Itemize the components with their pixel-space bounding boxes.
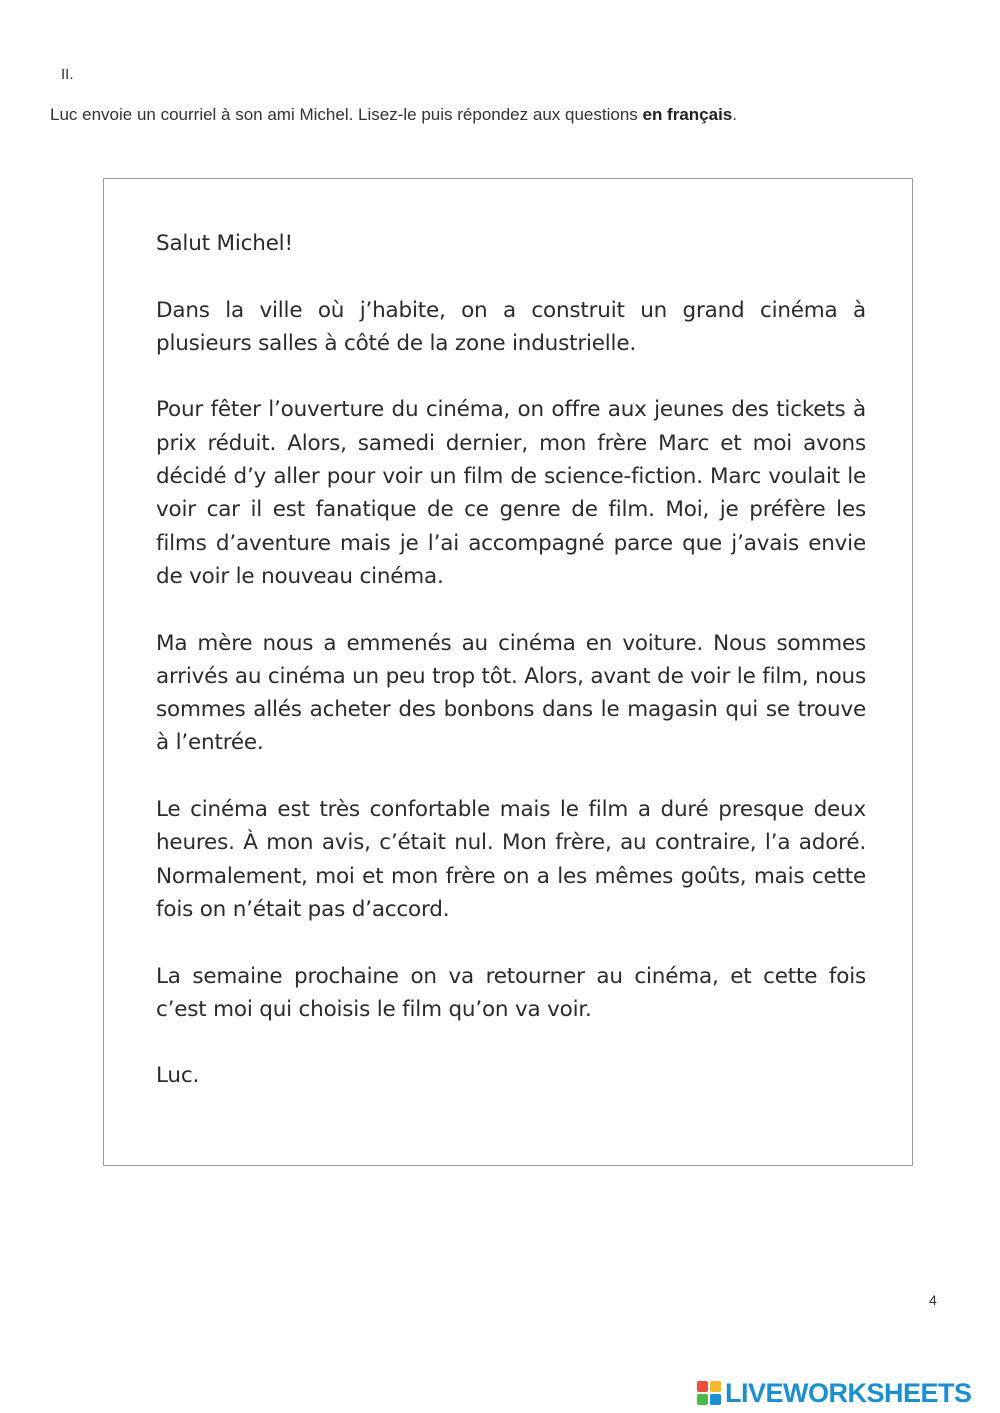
letter-paragraph-1: Dans la ville où j’habite, on a construit un grand cinéma à plusieurs salles à côté de la zone industrielle. xyxy=(156,297,866,356)
logo-grid-icon xyxy=(697,1381,721,1405)
logo-text: LIVEWORKSHEETS xyxy=(725,1378,972,1408)
logo-square-blue xyxy=(710,1394,721,1405)
page-number: 4 xyxy=(929,1292,937,1308)
instructions xyxy=(50,105,737,125)
letter-box xyxy=(103,178,913,1166)
letter-paragraph-5: La semaine prochaine on va retourner au cinéma, et cette fois c’est moi qui choisis le film qu’on va voir. xyxy=(156,963,866,1022)
instructions-end: . xyxy=(732,105,737,124)
letter-paragraph-2: Pour fêter l’ouverture du cinéma, on offre aux jeunes des tickets à prix réduit. Alors, samedi dernier, mon frère Marc et moi avons décidé d’y aller pour voir un film de science-fiction. Marc voulait le voir car il est fanatique de ce genre de film. Moi, je préfère les films d’aventure mais je l’ai accompagné parce que j’avais envie de voir le nouveau cinéma. xyxy=(156,397,866,589)
letter-body xyxy=(156,227,866,1126)
instructions-bold: en français xyxy=(642,105,733,124)
logo-square-yellow xyxy=(710,1381,721,1392)
section-number: II. xyxy=(61,66,74,83)
liveworksheets-logo[interactable] xyxy=(697,1378,972,1408)
letter-paragraph-4: Le cinéma est très confortable mais le film a duré presque deux heures. À mon avis, c’était nul. Mon frère, au contraire, l’a adoré. Normalement, moi et mon frère on a les mêmes goûts, mais cette fois on n’était pas d’accord. xyxy=(156,797,866,922)
logo-square-green xyxy=(697,1394,708,1405)
logo-square-red xyxy=(697,1381,708,1392)
letter-greeting: Salut Michel! xyxy=(156,231,293,256)
instructions-text: Luc envoie un courriel à son ami Michel. Lisez-le puis répondez aux questions xyxy=(50,105,643,124)
letter-signature: Luc. xyxy=(156,1063,200,1089)
letter-paragraph-3: Ma mère nous a emmenés au cinéma en voiture. Nous sommes arrivés au cinéma un peu trop tôt. Alors, avant de voir le film, nous sommes allés acheter des bonbons dans le magasin qui se trouve à l’entrée. xyxy=(156,630,866,756)
